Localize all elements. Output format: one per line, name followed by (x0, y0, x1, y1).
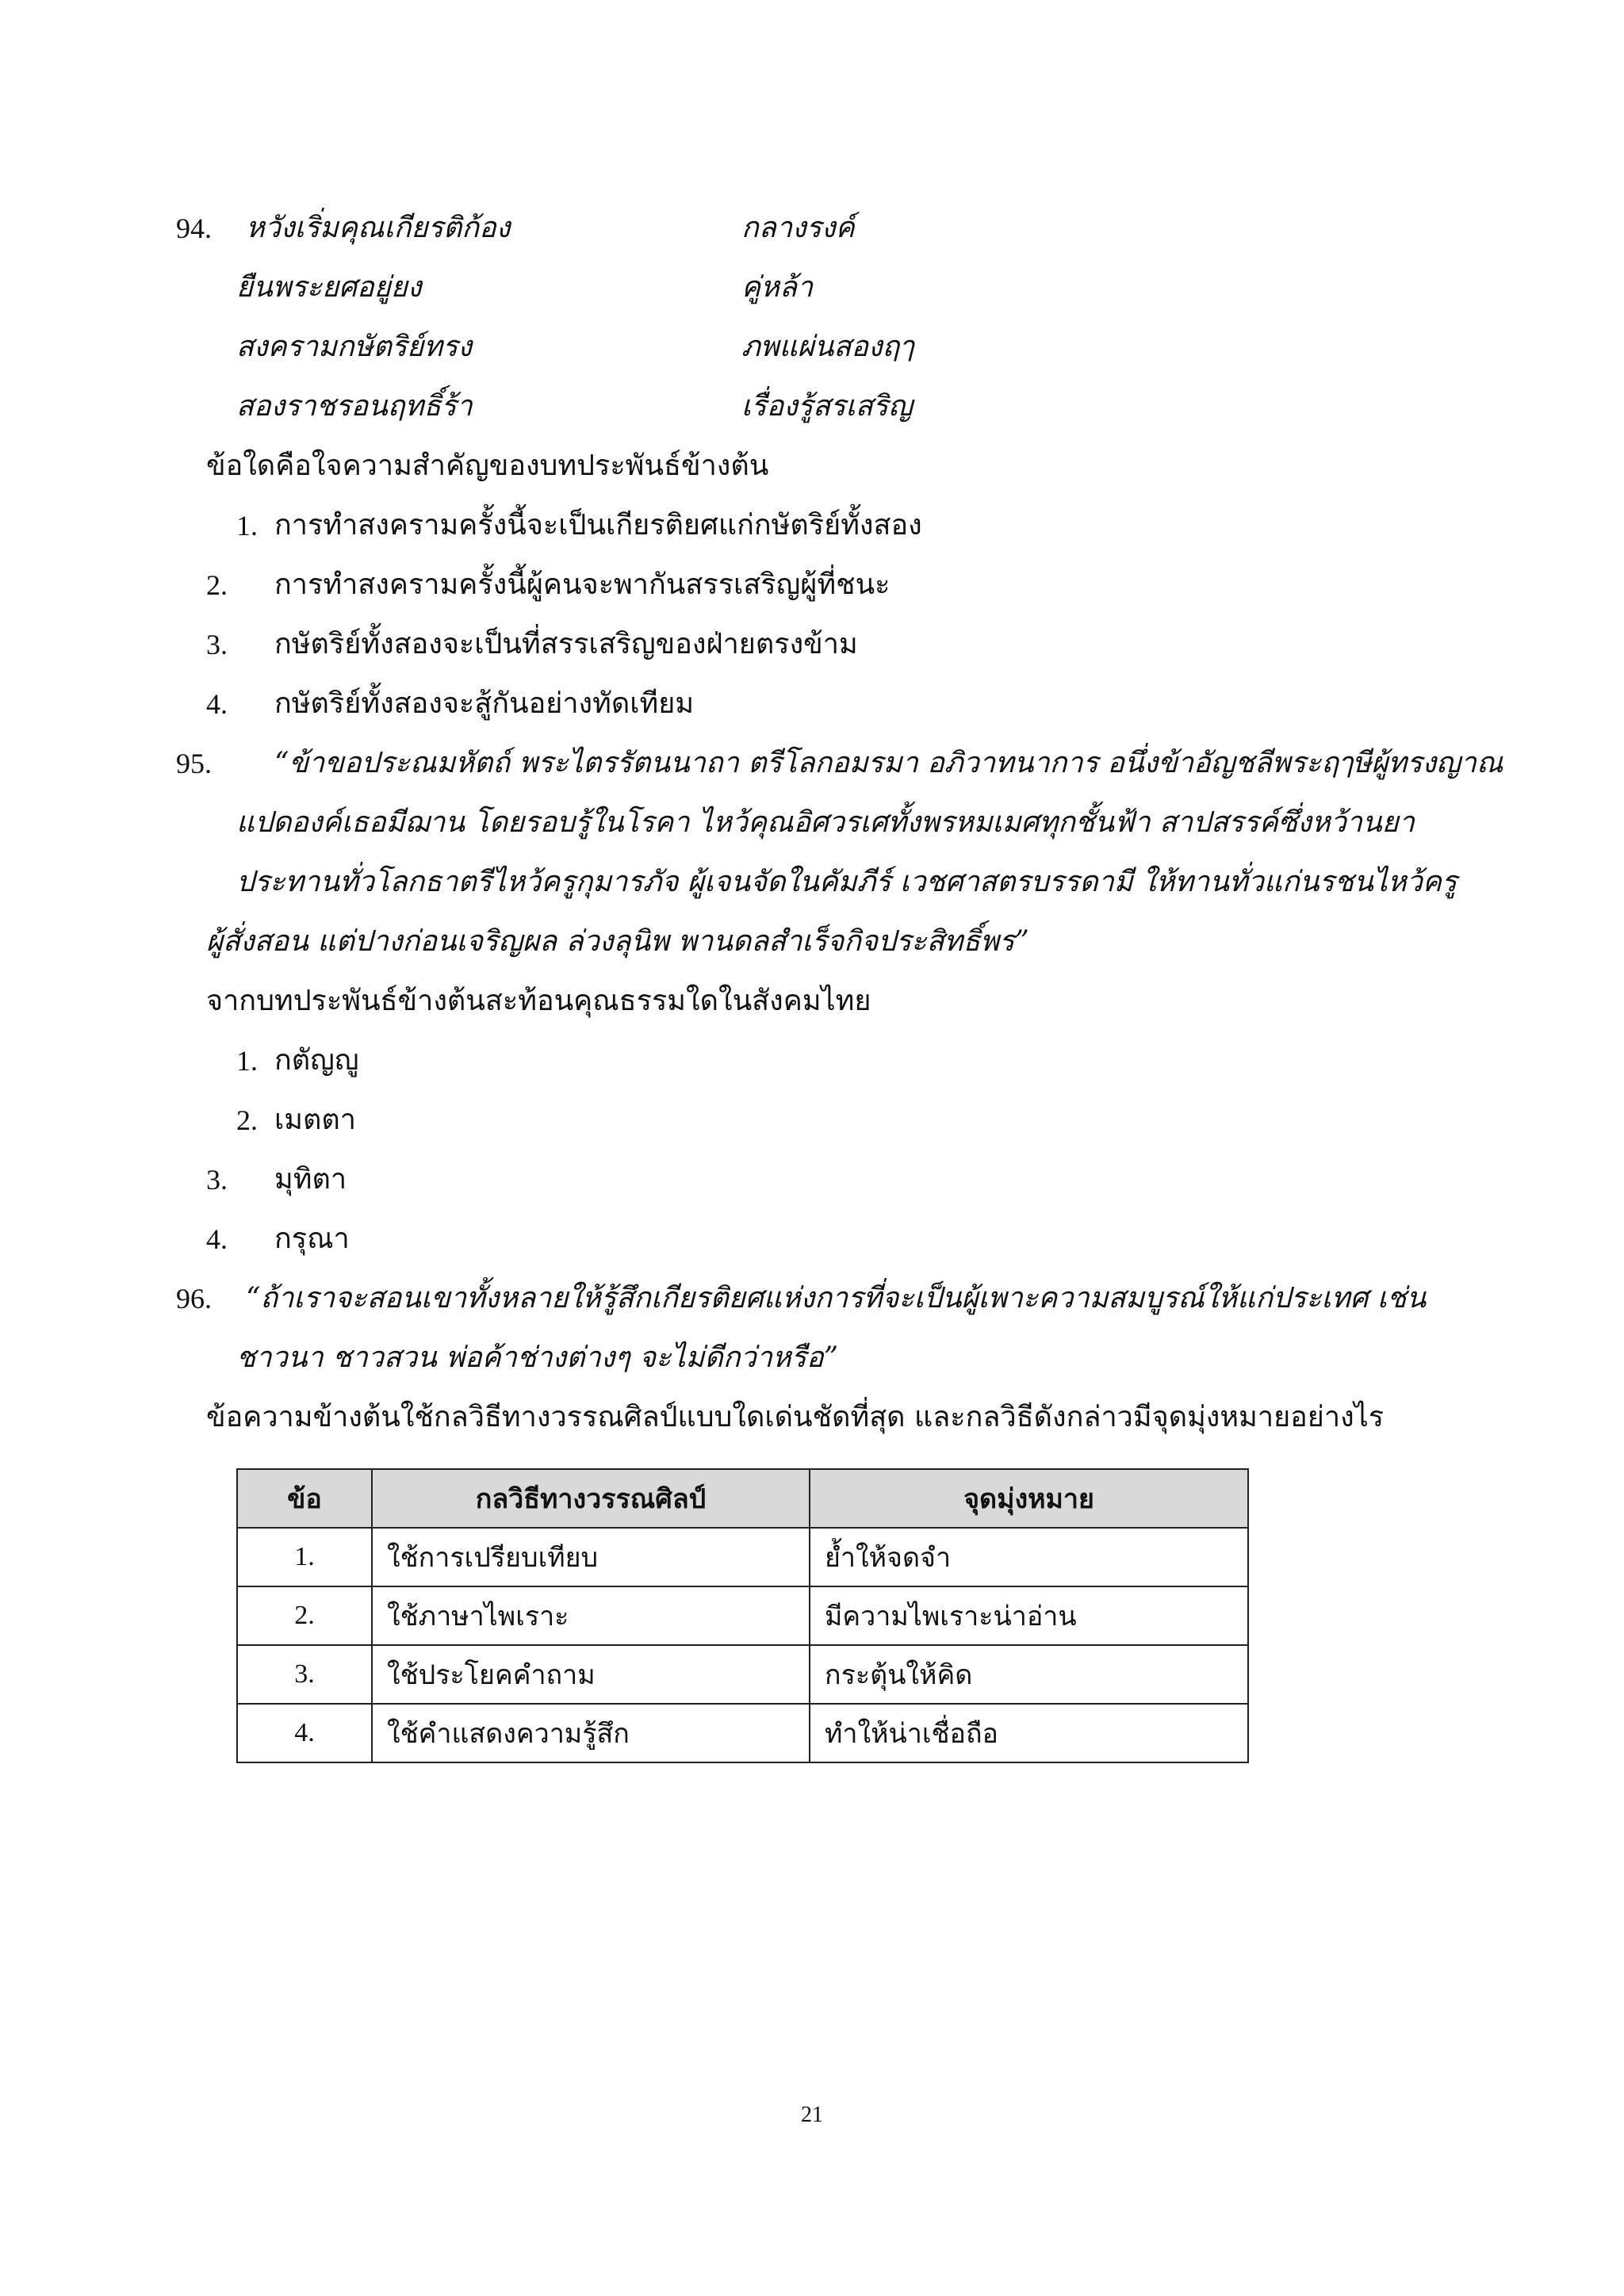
table-row (237, 1704, 1248, 1762)
row-number: 4. (237, 1704, 372, 1762)
choice-number: 1. (236, 1045, 258, 1077)
question-number: 94. (176, 212, 212, 244)
poem-line-3-left: สงครามกษัตริย์ทรง (236, 331, 472, 363)
row-method: ใช้ภาษาไพเราะ (372, 1586, 810, 1645)
choice-text: มุทิตา (274, 1163, 347, 1196)
choice-text: เมตตา (274, 1104, 357, 1136)
question-number: 95. (176, 748, 212, 779)
row-purpose: ทำให้น่าเชื่อถือ (810, 1704, 1248, 1762)
table-row (237, 1645, 1248, 1704)
passage-line-1: “ข้าขอประณมหัตถ์ พระไตรรัตนนาถา ตรีโลกอมรมา อภิวาทนาการ อนึ่งข้าอัญชลีพระฤๅษีผู้ทรงญาณ (274, 747, 1503, 779)
choice-number: 2. (206, 569, 228, 601)
row-number: 1. (237, 1528, 372, 1586)
row-purpose: ย้ำให้จดจำ (810, 1528, 1248, 1586)
question-number: 96. (176, 1283, 212, 1314)
table-row (237, 1528, 1248, 1586)
poem-line-1-left: หวังเริ่มคุณเกียรติก้อง (246, 212, 511, 244)
row-number: 3. (237, 1645, 372, 1704)
passage-line-3: ประทานทั่วโลกธาตรีไหว้ครูกุมารภัจ ผู้เจนจัดในคัมภีร์ เวชศาสตรบรรดามี ให้ทานทั่วแก่นรชนไหว้ครู (236, 866, 1457, 898)
table-row (237, 1586, 1248, 1645)
poem-line-4-left: สองราชรอนฤทธิ์ร้า (236, 390, 473, 423)
choice-text: กรุณา (274, 1223, 350, 1255)
page-number: 21 (801, 2103, 823, 2127)
poem-line-2-right: คู่หล้า (741, 271, 814, 304)
choice-text: การทำสงครามครั้งนี้ผู้คนจะพากันสรรเสริญผู้ที่ชนะ (274, 568, 891, 601)
choice-number: 3. (206, 629, 228, 660)
question-stem: ข้อความข้างต้นใช้กลวิธีทางวรรณศิลป์แบบใดเด่นชัดที่สุด และกลวิธีดังกล่าวมีจุดมุ่งหมายอย่างไร (206, 1401, 1385, 1433)
table-header-row (237, 1469, 1248, 1528)
choice-number: 1. (236, 510, 258, 541)
poem-line-4-right: เรื่องรู้สรเสริญ (741, 390, 913, 423)
choice-number: 2. (236, 1104, 258, 1136)
row-method: ใช้ประโยคคำถาม (372, 1645, 810, 1704)
poem-line-3-right: ภพแผ่นสองฤๅ (741, 331, 914, 363)
choice-text: กษัตริย์ทั้งสองจะเป็นที่สรรเสริญของฝ่ายตรงข้าม (274, 628, 858, 660)
row-method: ใช้คำแสดงความรู้สึก (372, 1704, 810, 1762)
question-stem: จากบทประพันธ์ข้างต้นสะท้อนคุณธรรมใดในสังคมไทย (206, 985, 871, 1017)
choice-text: กษัตริย์ทั้งสองจะสู้กันอย่างทัดเทียม (274, 687, 695, 720)
passage-line-1: “ถ้าเราจะสอนเขาทั้งหลายให้รู้สึกเกียรติยศแห่งการที่จะเป็นผู้เพาะความสมบูรณ์ให้แก่ประเทศ เช่น (246, 1282, 1427, 1314)
column-header-method: กลวิธีทางวรรณศิลป์ (372, 1469, 810, 1528)
answer-table (236, 1468, 1249, 1763)
choice-number: 4. (206, 1223, 228, 1255)
column-header-purpose: จุดมุ่งหมาย (810, 1469, 1248, 1528)
row-purpose: กระตุ้นให้คิด (810, 1645, 1248, 1704)
passage-line-2: ชาวนา ชาวสวน พ่อค้าช่างต่างๆ จะไม่ดีกว่าหรือ” (236, 1341, 839, 1374)
passage-line-4: ผู้สั่งสอน แต่ปางก่อนเจริญผล ล่วงลุนิพ พานดลสำเร็จกิจประสิทธิ์พร” (206, 925, 1029, 958)
choice-text: กตัญญู (274, 1044, 359, 1077)
row-method: ใช้การเปรียบเทียบ (372, 1528, 810, 1586)
poem-line-2-left: ยืนพระยศอยู่ยง (236, 271, 422, 304)
choice-number: 3. (206, 1164, 228, 1196)
poem-line-1-right: กลางรงค์ (741, 212, 855, 244)
column-header-number: ข้อ (237, 1469, 372, 1528)
choice-text: การทำสงครามครั้งนี้จะเป็นเกียรติยศแก่กษัตริย์ทั้งสอง (274, 509, 922, 541)
question-stem: ข้อใดคือใจความสำคัญของบทประพันธ์ข้างต้น (206, 450, 769, 482)
choice-number: 4. (206, 688, 228, 720)
passage-line-2: แปดองค์เธอมีฌาน โดยรอบรู้ในโรคา ไหว้คุณอิศวรเศทั้งพรหมเมศทุกชั้นฟ้า สาปสรรค์ซึ่งหว้านยา (236, 806, 1415, 839)
row-number: 2. (237, 1586, 372, 1645)
row-purpose: มีความไพเราะน่าอ่าน (810, 1586, 1248, 1645)
